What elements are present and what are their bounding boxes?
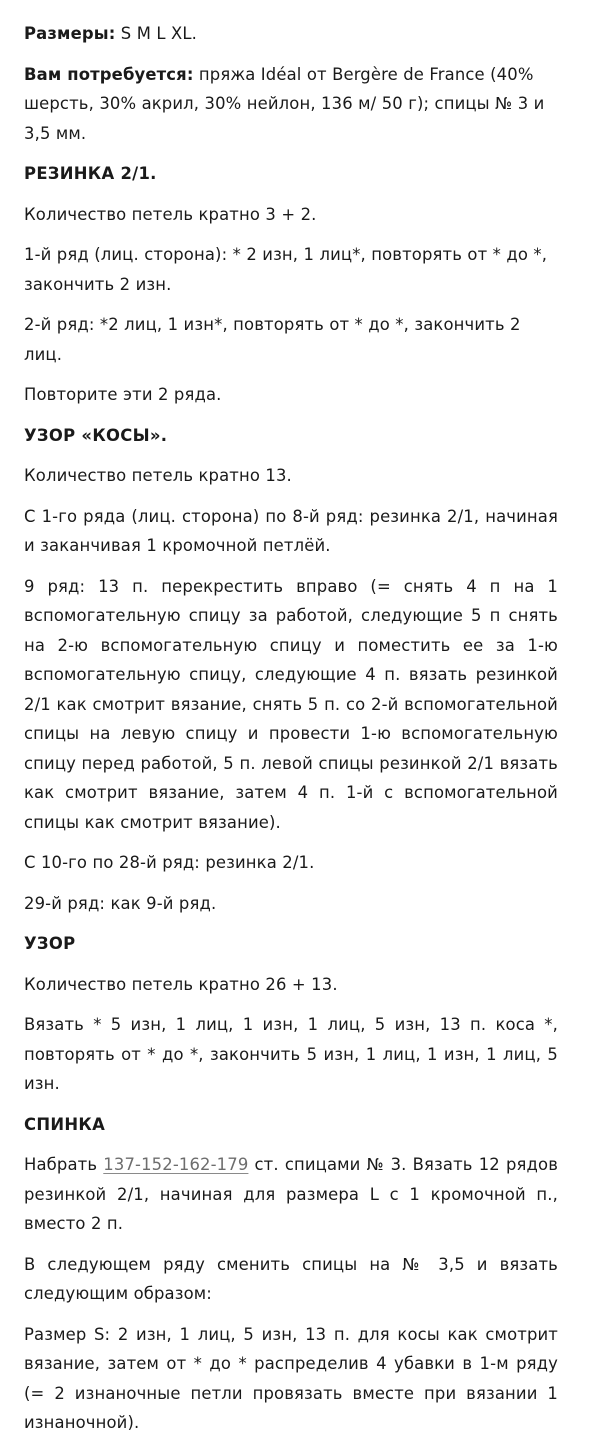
back-heading: СПИНКА bbox=[24, 1114, 106, 1134]
rib-heading: РЕЗИНКА 2/1. bbox=[24, 164, 157, 183]
cable-rows-10-28: С 10-го по 28-й ряд: резинка 2/1. bbox=[24, 853, 315, 872]
pattern-instructions: Вязать * 5 изн, 1 лиц, 1 изн, 1 лиц, 5 изн, 13 п. коса *, повторять от * до *, закончить 5 изн, 1 лиц, 1 изн, 1 лиц, 5 изн. bbox=[24, 1015, 558, 1093]
pattern-stitch-multiple: Количество петель кратно 26 + 13. bbox=[24, 974, 338, 994]
back-needle-change: В следующем ряду сменить спицы на № 3,5 и вязать следующим образом: bbox=[24, 1254, 558, 1303]
pattern-heading: УЗОР bbox=[24, 934, 76, 953]
article-body bbox=[24, 19, 558, 1449]
sizes-value: S M L XL. bbox=[115, 24, 198, 43]
back-size-s: Размер S: 2 изн, 1 лиц, 5 изн, 13 п. для косы как смотрит вязание, затем от * до * распределив 4 убавки в 1-м ряду (= 2 изнаночные петли провязать вместе при вязании 1 изнаночной). bbox=[24, 1324, 558, 1432]
sizes-label: Размеры: bbox=[24, 24, 116, 43]
cable-row-9: 9 ряд: 13 п. перекрестить вправо (= снять 4 п на 1 вспомогательную спицу за работой, следующие 5 п снять на 2-ю вспомогательную спицу и поместить ее за 1-ю вспомогательную спицу, следующие 4 п. вязать резинкой 2/1 как смотрит вязание, снять 5 п. со 2-й вспомогательной спицы на левую спицу и провести 1-ю вспомогательную спицу перед работой, 5 п. левой спицы резинкой 2/1 вязать как смотрит вязание, затем 4 п. 1-й с вспомогательной спицы как смотрит вязание). bbox=[24, 576, 558, 832]
cable-rows-1-8: С 1-го ряда (лиц. сторона) по 8-й ряд: резинка 2/1, начиная и заканчивая 1 кромочной петлёй. bbox=[24, 506, 558, 555]
materials-label: Вам потребуется: bbox=[24, 64, 194, 84]
cable-stitch-multiple: Количество петель кратно 13. bbox=[24, 466, 292, 485]
back-cast-on-before: Набрать bbox=[24, 1155, 104, 1174]
rib-row-2: 2-й ряд: *2 лиц, 1 изн*, повторять от * до *, закончить 2 лиц. bbox=[24, 315, 521, 364]
materials-line bbox=[24, 60, 558, 149]
back-cast-on-after: ст. спицами № 3. Вязать 12 рядов резинкой 2/1, начиная для размера L с 1 кромочной п., вместо 2 п. bbox=[24, 1155, 558, 1233]
rib-row-1: 1-й ряд (лиц. сторона): * 2 изн, 1 лиц*, повторять от * до *, закончить 2 изн. bbox=[24, 245, 548, 294]
rib-stitch-multiple: Количество петель кратно 3 + 2. bbox=[24, 204, 317, 224]
materials-value: пряжа Idéal от Bergère de France (40% шерсть, 30% акрил, 30% нейлон, 136 м/ 50 г); спицы № 3 и 3,5 мм. bbox=[24, 64, 545, 143]
stitch-count-link[interactable]: 137-152-162-179 bbox=[103, 1155, 249, 1174]
cable-heading: УЗОР «КОСЫ». bbox=[24, 425, 168, 445]
sizes-line bbox=[24, 19, 558, 49]
back-cast-on bbox=[24, 1150, 558, 1239]
cable-row-29: 29-й ряд: как 9-й ряд. bbox=[24, 893, 217, 913]
rib-repeat-note: Повторите эти 2 ряда. bbox=[24, 385, 222, 404]
